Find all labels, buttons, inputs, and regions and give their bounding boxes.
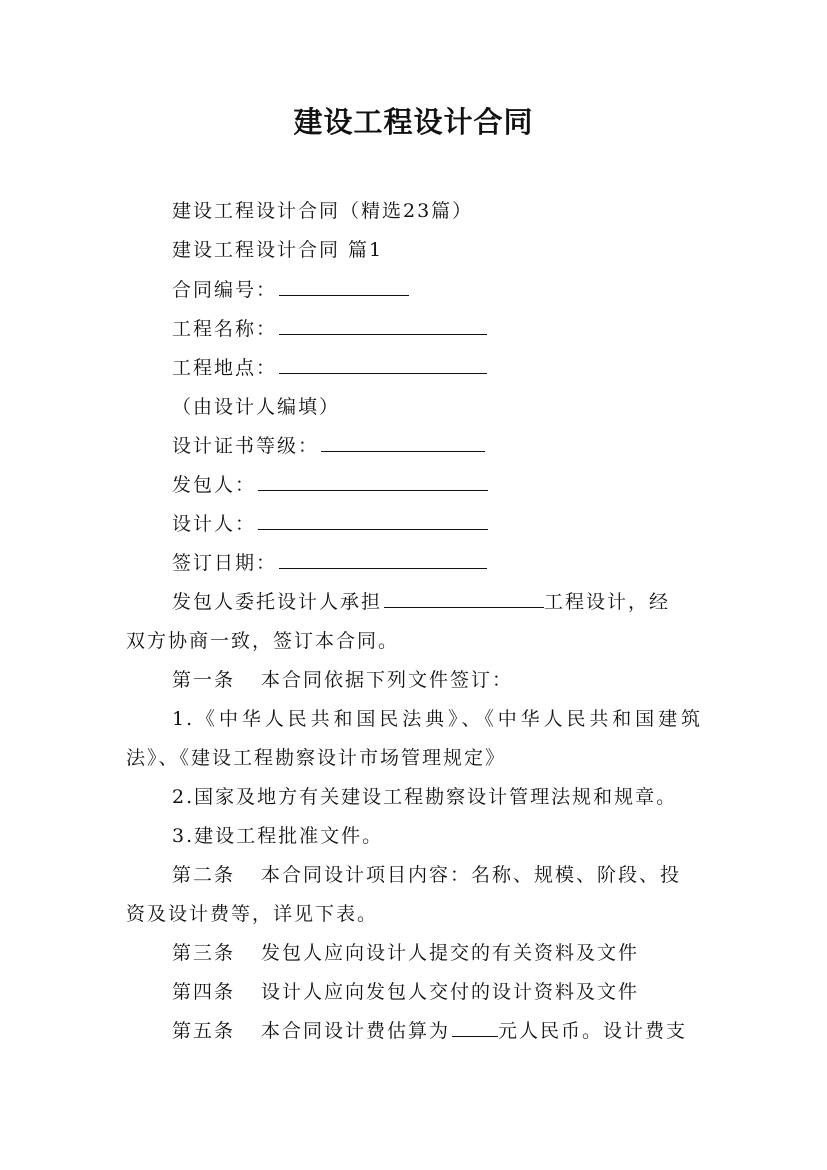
item-3: 3.建设工程批准文件。 bbox=[172, 825, 384, 847]
field-sign-date bbox=[172, 550, 752, 576]
item-1-line2: 法》、《建设工程勘察设计市场管理规定》 bbox=[126, 747, 507, 769]
field-label: 合同编号： bbox=[172, 279, 278, 301]
part-heading: 建设工程设计合同 篇1 bbox=[172, 239, 384, 261]
item-1-line1: 1.《中华人民共和国民法典》、《中华人民共和国建筑 bbox=[172, 708, 702, 730]
entrust-project-blank[interactable] bbox=[384, 589, 544, 608]
article-3-text: 发包人应向设计人提交的有关资料及文件 bbox=[261, 942, 640, 964]
document-subtitle: 建设工程设计合同（精选23篇） bbox=[172, 200, 474, 222]
field-label: 发包人： bbox=[172, 474, 257, 496]
field-designer bbox=[172, 511, 752, 537]
field-label: 工程名称： bbox=[172, 318, 278, 340]
field-project-location bbox=[172, 355, 752, 381]
entrust-paragraph-line2: 双方协商一致，签订本合同。 bbox=[126, 630, 400, 652]
field-label: 设计人： bbox=[172, 513, 257, 535]
article-5-heading: 第五条 bbox=[172, 1020, 236, 1042]
document-title: 建设工程设计合同 bbox=[293, 105, 534, 139]
field-project-name bbox=[172, 316, 752, 342]
article-4 bbox=[172, 979, 752, 1005]
article-2-heading: 第二条 bbox=[172, 864, 236, 886]
field-label: 签订日期： bbox=[172, 552, 278, 574]
field-note: （由设计人编填） bbox=[172, 396, 341, 418]
entrust-text-b: 工程设计，经 bbox=[544, 591, 671, 613]
article-5-text-b: 元人民币。设计费支 bbox=[498, 1020, 688, 1042]
design-fee-blank[interactable] bbox=[452, 1018, 498, 1037]
field-contract-number bbox=[172, 277, 752, 303]
project-name-blank[interactable] bbox=[279, 316, 487, 335]
contract-number-blank[interactable] bbox=[279, 277, 409, 296]
article-4-heading: 第四条 bbox=[172, 981, 236, 1003]
article-5-text-a: 本合同设计费估算为 bbox=[261, 1020, 451, 1042]
article-1-heading: 第一条 bbox=[172, 669, 236, 691]
entrust-paragraph-line1 bbox=[172, 589, 752, 615]
article-4-text: 设计人应向发包人交付的设计资料及文件 bbox=[261, 981, 640, 1003]
sign-date-blank[interactable] bbox=[279, 550, 487, 569]
entrust-text-a: 发包人委托设计人承担 bbox=[172, 591, 383, 613]
field-label: 设计证书等级： bbox=[172, 435, 320, 457]
field-label: 工程地点： bbox=[172, 357, 278, 379]
article-3 bbox=[172, 940, 752, 966]
article-1-text: 本合同依据下列文件签订： bbox=[261, 669, 514, 691]
field-employer bbox=[172, 472, 752, 498]
project-location-blank[interactable] bbox=[279, 355, 487, 374]
certificate-grade-blank[interactable] bbox=[321, 433, 485, 452]
field-certificate-grade bbox=[172, 433, 752, 459]
employer-blank[interactable] bbox=[258, 472, 488, 491]
item-2: 2.国家及地方有关建设工程勘察设计管理法规和规章。 bbox=[172, 786, 678, 808]
designer-blank[interactable] bbox=[258, 511, 488, 530]
article-2-text: 本合同设计项目内容：名称、规模、阶段、投 bbox=[261, 864, 682, 886]
article-2-line2: 资及设计费等，详见下表。 bbox=[126, 903, 379, 925]
article-3-heading: 第三条 bbox=[172, 942, 236, 964]
article-1 bbox=[172, 667, 752, 693]
article-2-line1 bbox=[172, 862, 752, 888]
article-5 bbox=[172, 1018, 752, 1044]
